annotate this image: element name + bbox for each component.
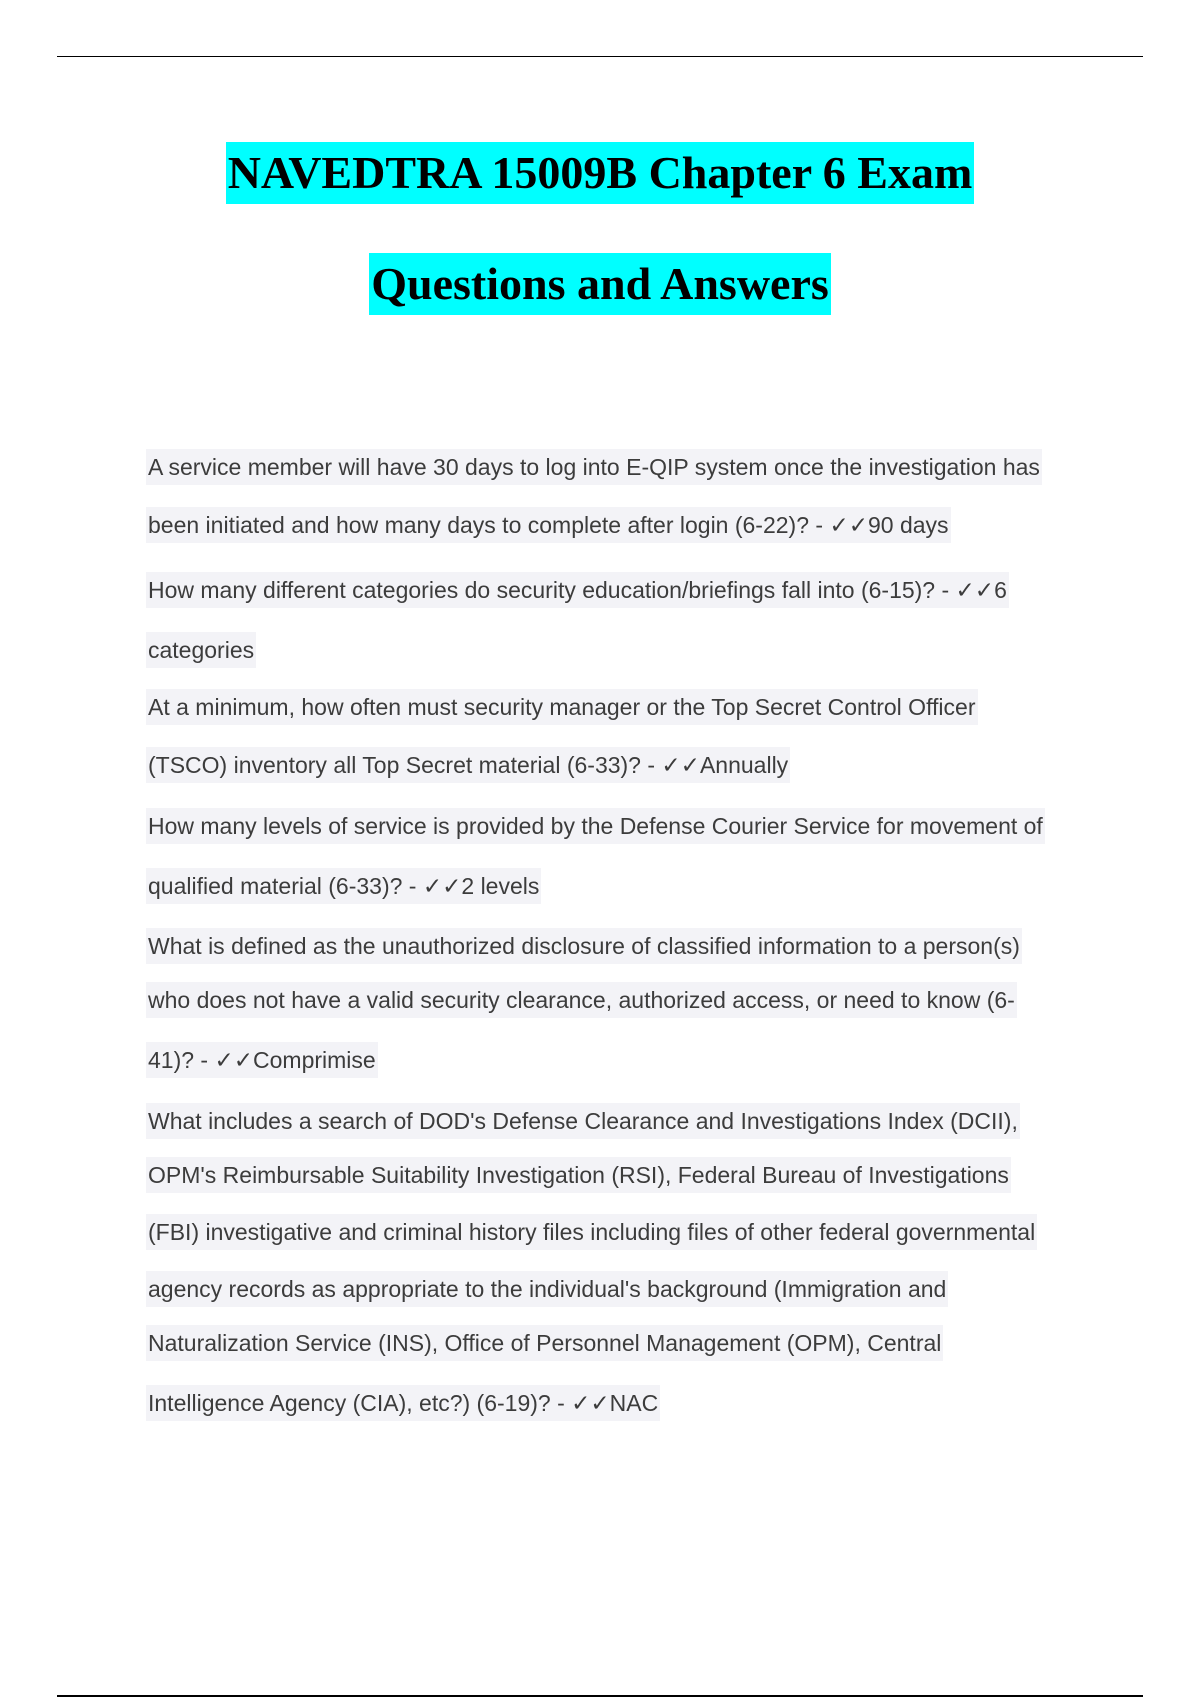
qa-line: Naturalization Service (INS), Office of Personnel Management (OPM), Central [146,1332,943,1355]
qa-line: qualified material (6-33)? - ✓✓2 levels [146,875,541,898]
qa-line: been initiated and how many days to complete after login (6-22)? - ✓✓90 days [146,514,951,537]
qa-line: What is defined as the unauthorized disclosure of classified information to a person(s) [146,935,1022,958]
qa-line: What includes a search of DOD's Defense Clearance and Investigations Index (DCII), [146,1110,1020,1133]
qa-line: Intelligence Agency (CIA), etc?) (6-19)? - ✓✓NAC [146,1392,660,1415]
qa-line: 41)? - ✓✓Comprimise [146,1049,378,1072]
qa-line: who does not have a valid security clearance, authorized access, or need to know (6- [146,989,1017,1012]
qa-line: A service member will have 30 days to log into E-QIP system once the investigation has [146,456,1042,479]
qa-line: How many different categories do security education/briefings fall into (6-15)? - ✓✓6 [146,579,1009,602]
qa-line: (FBI) investigative and criminal history files including files of other federal governmental [146,1221,1037,1244]
page-title-line-1 [0,147,1200,198]
qa-line: categories [146,639,256,662]
qa-line: How many levels of service is provided by the Defense Courier Service for movement of [146,815,1045,838]
bottom-divider [57,1695,1143,1697]
page-title-line-2 [0,258,1200,309]
qa-line: (TSCO) inventory all Top Secret material (6-33)? - ✓✓Annually [146,754,790,777]
title-highlight-1: NAVEDTRA 15009B Chapter 6 Exam [226,142,975,204]
title-highlight-2: Questions and Answers [369,253,831,315]
top-divider [57,56,1143,57]
qa-line: At a minimum, how often must security manager or the Top Secret Control Officer [146,696,978,719]
qa-line: OPM's Reimbursable Suitability Investigation (RSI), Federal Bureau of Investigations [146,1164,1011,1187]
qa-line: agency records as appropriate to the individual's background (Immigration and [146,1278,948,1301]
